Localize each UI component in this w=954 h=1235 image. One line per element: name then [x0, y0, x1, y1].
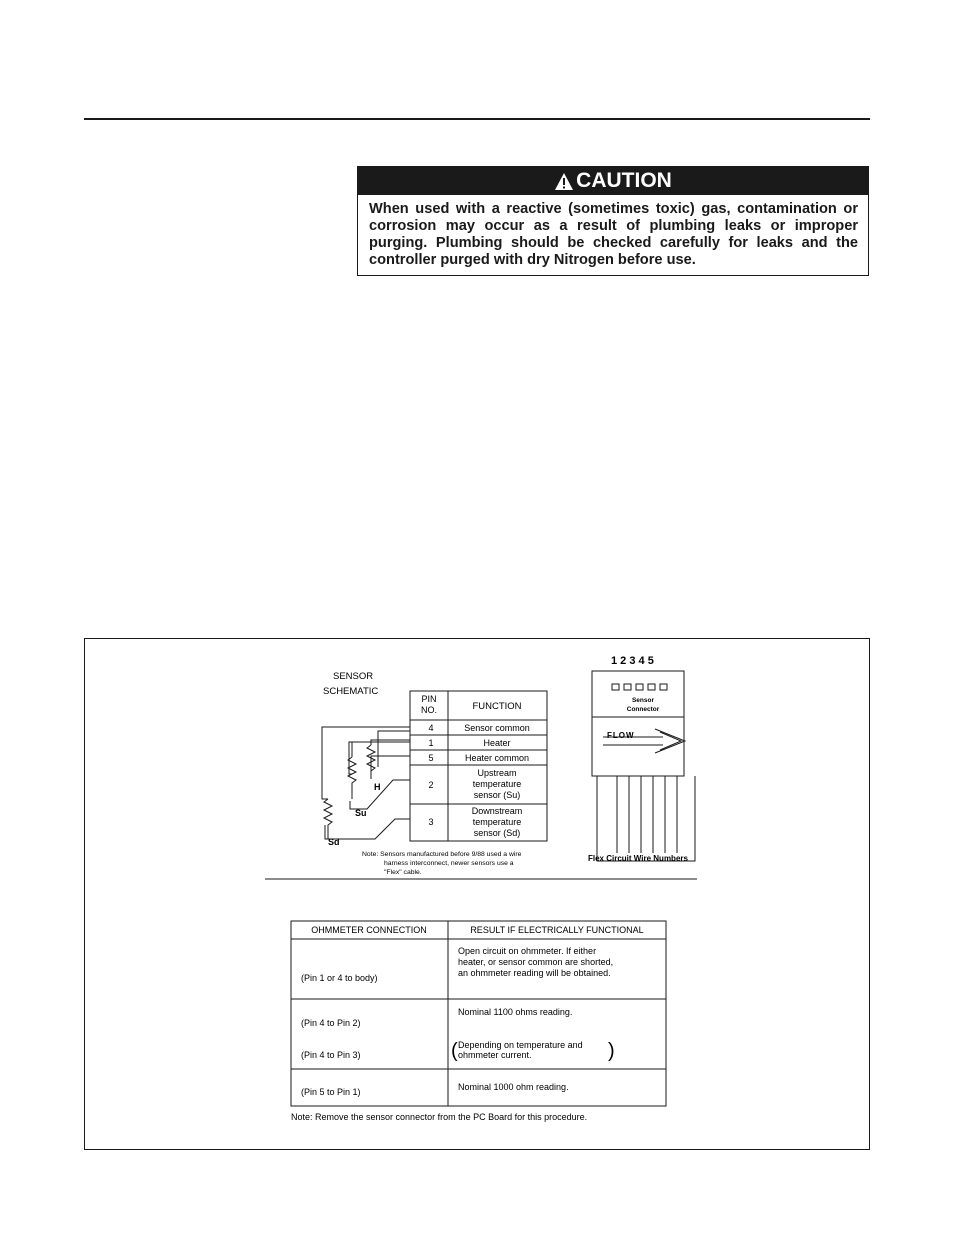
sd-label: Sd [328, 837, 340, 847]
function-cell: temperature [472, 817, 522, 827]
connector-pins [612, 684, 667, 690]
function-cell: Sensor common [464, 723, 530, 733]
paren-right: ) [608, 1040, 615, 1062]
function-header: FUNCTION [472, 701, 522, 712]
function-cell: Upstream [477, 768, 517, 778]
ohm-result-1c: an ohmmeter reading will be obtained. [458, 968, 611, 978]
ohm-header-connection: OHMMETER CONNECTION [311, 925, 427, 935]
caution-header [358, 167, 868, 195]
ohm-result-2c: ohmmeter current. [458, 1050, 532, 1060]
schematic-note-1: Note: Sensors manufactured before 9/88 used a wire [362, 851, 522, 858]
function-cell: Heater [483, 738, 511, 748]
connector-label-1: Sensor [631, 697, 655, 704]
ohm-result-2b: Depending on temperature and [458, 1040, 583, 1050]
sensor-figure [84, 638, 870, 1150]
pin-cell: 4 [428, 723, 434, 733]
heater-label: H [374, 782, 381, 792]
function-cell: temperature [472, 779, 522, 789]
function-cell: Heater common [464, 753, 530, 763]
pin-cell: 1 [428, 738, 434, 748]
schematic-note-3: "Flex" cable. [384, 869, 422, 876]
pin-header-2: NO. [420, 705, 438, 715]
flow-label: FLOW [607, 731, 635, 740]
pin-header-1: PIN [421, 694, 437, 704]
ohm-result-3: Nominal 1000 ohm reading. [458, 1082, 569, 1092]
caution-title: CAUTION [576, 169, 672, 192]
paren-left: ( [451, 1040, 458, 1062]
ohm-result-1a: Open circuit on ohmmeter. If either [458, 946, 597, 956]
schematic-note-2: harness interconnect, newer sensors use a [384, 860, 514, 867]
schematic-title-1: SENSOR [333, 671, 374, 682]
function-cell: sensor (Sd) [473, 828, 521, 838]
caution-box [357, 166, 869, 276]
function-cell: sensor (Su) [473, 790, 521, 800]
header-rule [84, 118, 870, 120]
pin-cell: 5 [428, 753, 434, 763]
pin-cell: 3 [428, 817, 434, 827]
ohm-connection-1: (Pin 1 or 4 to body) [301, 973, 378, 983]
ohm-connection-2b: (Pin 4 to Pin 3) [301, 1050, 361, 1060]
schematic-title-2: SCHEMATIC [323, 686, 379, 697]
ohm-note: Note: Remove the sensor connector from the PC Board for this procedure. [291, 1112, 588, 1122]
wire-numbers: 1 2 3 4 5 [611, 655, 654, 667]
su-label: Su [355, 808, 367, 818]
warning-triangle-icon [554, 172, 574, 191]
ohm-connection-3: (Pin 5 to Pin 1) [301, 1087, 361, 1097]
caution-text: When used with a reactive (sometimes toxic) gas, contamination or corrosion may occur as a result of plumbing leaks or improper purging. Plumbing should be checked carefully for leaks and the controller purged with dry Nitrogen before use. [369, 201, 858, 268]
connector-label-2: Connector [626, 706, 660, 713]
ohm-connection-2a: (Pin 4 to Pin 2) [301, 1018, 361, 1028]
ohm-result-1b: heater, or sensor common are shorted, [458, 957, 614, 967]
ohm-result-2a: Nominal 1100 ohms reading. [458, 1007, 573, 1017]
pin-cell: 2 [428, 780, 434, 790]
flex-caption: Flex Circuit Wire Numbers [588, 854, 688, 863]
ohm-header-result: RESULT IF ELECTRICALLY FUNCTIONAL [470, 925, 644, 935]
sensor-diagram [85, 639, 871, 1151]
function-cell: Downstream [471, 806, 523, 816]
